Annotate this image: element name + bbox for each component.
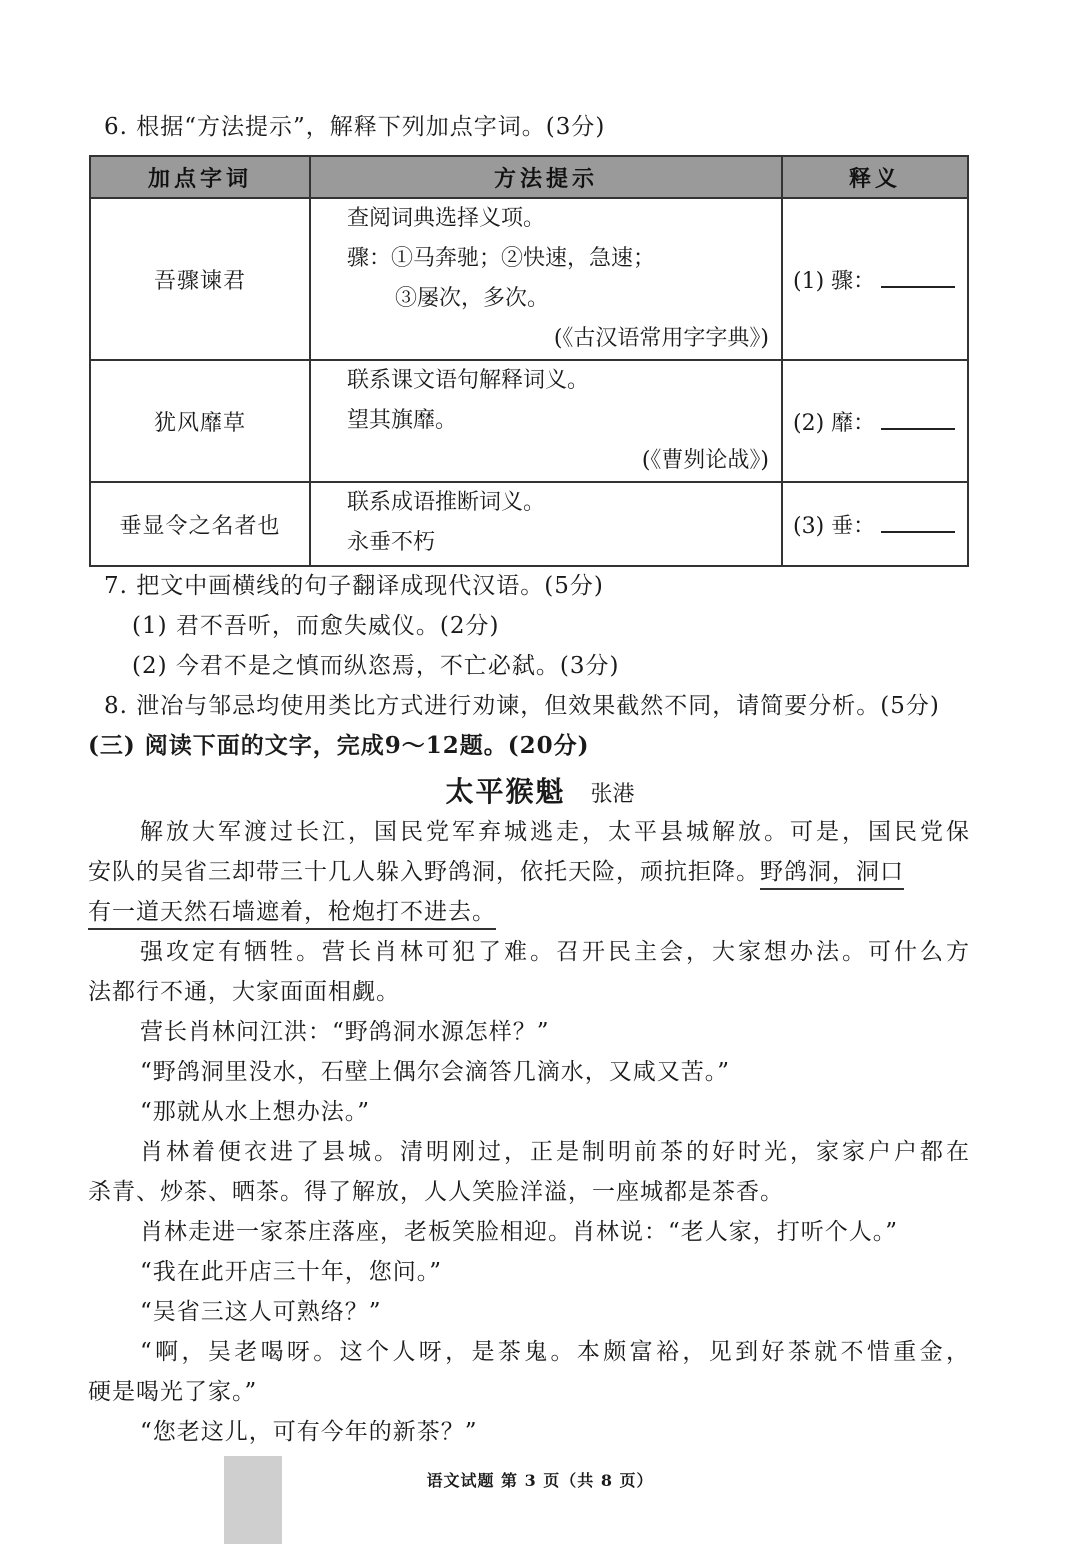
underlined-sentence: 野鸽洞，洞口 [760,859,904,890]
row1-meaning: (1) 骤： [782,198,968,360]
story-line: 解放大军渡过长江，国民党军弃城逃走，太平县城解放。可是，国民党保 [140,819,970,845]
story-line: “那就从水上想办法。” [140,1099,371,1125]
hint-source: (《曹刿论战》) [641,448,769,473]
header-meaning: 释义 [782,156,968,198]
row3-hint [310,482,782,566]
page-footer: 语文试题 第 3 页（共 8 页） [426,1471,654,1490]
question-8: 8. 泄冶与邹忌均使用类比方式进行劝谏，但效果截然不同，请简要分析。(5分) [104,693,940,719]
section-3-heading: (三) 阅读下面的文字，完成9～12题。(20分) [88,732,590,759]
vocab-table [89,155,969,567]
row1-hint [310,198,782,360]
story-author: 张港 [590,782,635,807]
story-line: “吴省三这人可熟络？” [140,1299,382,1325]
question-7: 7. 把文中画横线的句子翻译成现代汉语。(5分) [104,573,604,599]
question-6: 6. 根据“方法提示”，解释下列加点字词。(3分) [104,114,606,140]
table-row [90,198,968,360]
hint-line: ③屡次，多次。 [395,286,550,311]
story-line: 营长肖林问江洪：“野鸽洞水源怎样？” [140,1019,550,1045]
story-line: 法都行不通，大家面面相觑。 [88,979,400,1005]
table-row [90,482,968,566]
story-title: 太平猴魁 [445,775,566,808]
table-header-row [90,156,968,198]
question-7-item: (1) 君不吾听，而愈失威仪。(2分) [132,613,500,639]
hint-line: 望其旗靡。 [347,408,458,433]
story-line: 强攻定有牺牲。营长肖林可犯了难。召开民主会，大家想办法。可什么方 [140,939,970,965]
story-line: 硬是喝光了家。” [88,1379,258,1405]
row3-word: 垂显令之名者也 [90,482,310,566]
story-line: 杀青、炒茶、晒茶。得了解放，人人笑脸洋溢，一座城都是茶香。 [88,1179,784,1205]
row1-word: 吾骤谏君 [90,198,310,360]
header-word: 加点字词 [90,156,310,198]
answer-blank[interactable] [881,264,955,288]
story-line: “啊，吴老喝呀。这个人呀，是茶鬼。本颇富裕，见到好茶就不惜重金， [140,1339,970,1365]
question-7-item: (2) 今君不是之慎而纵恣焉，不亡必弑。(3分) [132,653,620,679]
header-hint: 方法提示 [310,156,782,198]
hint-line: 查阅词典选择义项。 [347,206,546,231]
story-line: 肖林着便衣进了县城。清明刚过，正是制明前茶的好时光，家家户户都在 [140,1139,970,1165]
table-row [90,360,968,482]
row3-meaning: (3) 垂： [782,482,968,566]
answer-blank[interactable] [881,509,955,533]
story-line [88,892,970,932]
story-line: “野鸽洞里没水，石壁上偶尔会滴答几滴水，又咸又苦。” [140,1059,731,1085]
story-line: “我在此开店三十年，您问。” [140,1259,443,1285]
story-line: “您老这儿，可有今年的新茶？” [140,1419,478,1445]
hint-line: 联系成语推断词义。 [347,490,546,515]
row2-meaning: (2) 靡： [782,360,968,482]
story-line: 安队的吴省三却带三十几人躲入野鸽洞，依托天险，顽抗拒降。野鸽洞，洞口 [88,852,970,892]
row2-hint [310,360,782,482]
hint-line: 永垂不朽 [347,530,436,555]
story-line: 肖林走进一家茶庄落座，老板笑脸相迎。肖林说：“老人家，打听个人。” [140,1219,899,1245]
underlined-sentence: 有一道天然石墙遮着，枪炮打不进去。 [88,899,496,930]
hint-line: 联系课文语句解释词义。 [347,368,590,393]
answer-blank[interactable] [881,406,955,430]
row2-word: 犹风靡草 [90,360,310,482]
hint-source: (《古汉语常用字字典》) [553,326,769,351]
hint-line: 骤：①马奔驰；②快速，急速； [347,246,656,271]
story-title-row [0,770,1080,810]
